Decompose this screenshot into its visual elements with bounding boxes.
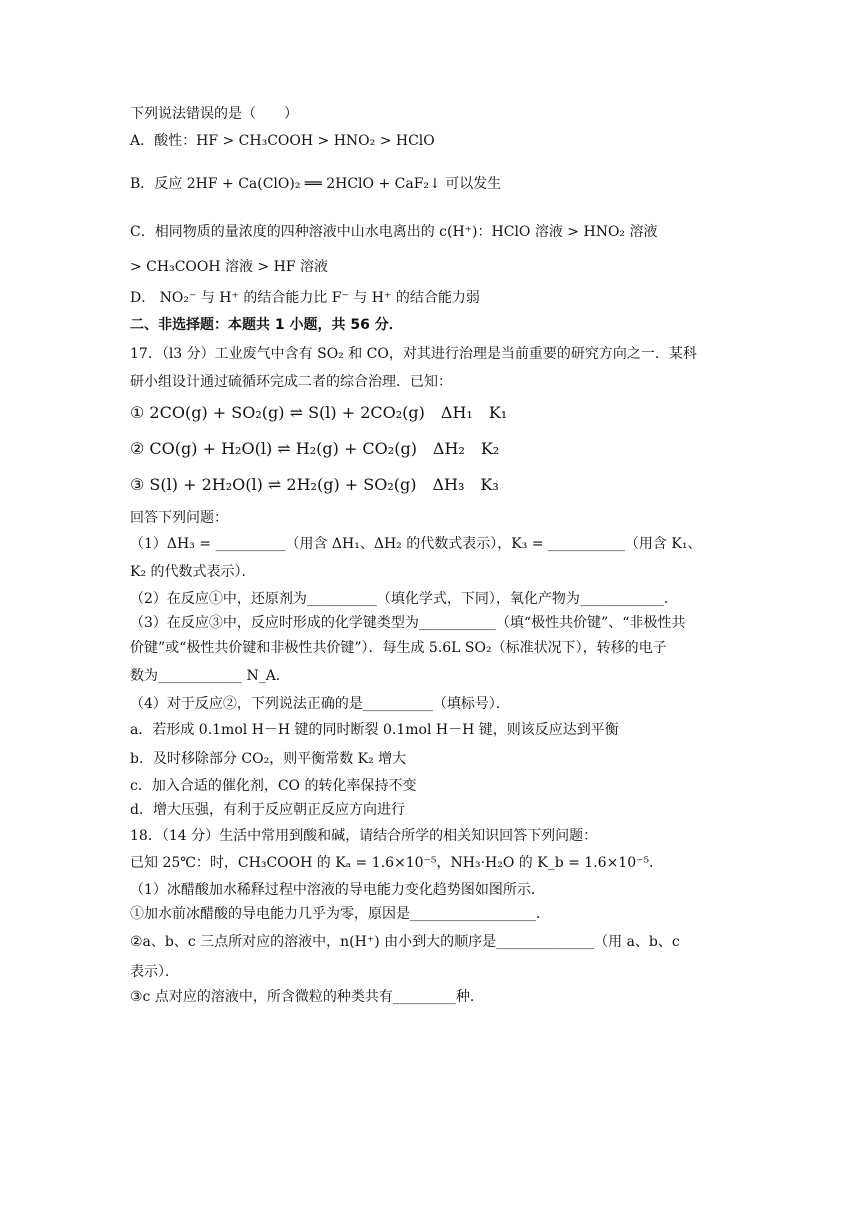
reaction-2: ② CO(g) + H₂O(l) ⇌ H₂(g) + CO₂(g) ΔH₂ K₂ — [130, 439, 500, 458]
option-d: D． NO₂⁻ 与 H⁺ 的结合能力比 F⁻ 与 H⁺ 的结合能力弱 — [130, 290, 480, 306]
q17-part3-line-2: 价键”或“极性共价键和非极性共价键”）．每生成 5.6L SO₂（标准状况下），转移的电子 — [130, 640, 667, 656]
q17-part4: （4）对于反应②，下列说法正确的是__________（填标号）． — [130, 696, 510, 712]
q17-intro-line-1: 17．（l3 分）工业废气中含有 SO₂ 和 CO，对其进行治理是当前重要的研究方向之一．某科 — [130, 346, 697, 362]
reaction-1: ① 2CO(g) + SO₂(g) ⇌ S(l) + 2CO₂(g) ΔH₁ K₁ — [130, 403, 508, 422]
q18-known: 已知 25℃：时，CH₃COOH 的 Kₐ = 1.6×10⁻⁵，NH₃·H₂O 的 K_b = 1.6×10⁻⁵． — [130, 855, 664, 871]
q17-part3-line-1: （3）在反应③中，反应时形成的化学键类型为___________（填“极性共价键”、“非极性共 — [130, 615, 686, 631]
option-c-line-1: C．相同物质的量浓度的四种溶液中山水电离出的 c(H⁺)：HClO 溶液 > HNO₂ 溶液 — [130, 224, 658, 240]
option-a: A．酸性：HF > CH₃COOH > HNO₂ > HClO — [130, 133, 435, 149]
q18-intro: 18．（14 分）生活中常用到酸和碱，请结合所学的相关知识回答下列问题： — [130, 828, 598, 844]
option-b: B．反应 2HF + Ca(ClO)₂ ══ 2HClO + CaF₂↓ 可以发生 — [130, 176, 502, 192]
answer-prompt: 回答下列问题： — [130, 510, 228, 526]
q18-part1-intro: （1）冰醋酸加水稀释过程中溶液的导电能力变化趋势图如图所示． — [130, 882, 545, 898]
question-stem: 下列说法错误的是（ ） — [130, 106, 298, 122]
section-heading: 二、非选择题：本题共 1 小题，共 56 分． — [130, 317, 403, 333]
q17-part1-line-2: K₂ 的代数式表示）． — [130, 564, 256, 580]
q17-part3-line-3: 数为____________ N_A． — [130, 668, 290, 684]
q17-part1-line-1: （1）ΔH₃ = __________（用含 ΔH₁、ΔH₂ 的代数式表示），K₃ = ___________（用含 K₁、 — [130, 536, 702, 552]
q17-part2: （2）在反应①中，还原剂为__________（填化学式，下同），氧化产物为____________． — [130, 591, 678, 607]
q18-part1-sub3: ③c 点对应的溶液中，所含微粒的种类共有_________种． — [130, 989, 484, 1005]
q17-part4-option-d: d．增大压强，有利于反应朝正反应方向进行 — [130, 802, 405, 818]
q17-intro-line-2: 研小组设计通过硫循环完成二者的综合治理．已知： — [130, 374, 452, 390]
q17-part4-option-b: b．及时移除部分 CO₂，则平衡常数 K₂ 增大 — [130, 751, 407, 767]
q17-part4-option-a: a．若形成 0.1mol H－H 键的同时断裂 0.1mol H－H 键，则该反应达到平衡 — [130, 722, 619, 738]
q18-part1-sub2-line-1: ②a、b、c 三点所对应的溶液中，n(H⁺) 由小到大的顺序是______________（用 a、b、c — [130, 934, 680, 950]
q18-part1-sub1: ①加水前冰醋酸的导电能力几乎为零，原因是__________________． — [130, 906, 550, 922]
q18-part1-sub2-line-2: 表示）． — [130, 964, 179, 980]
reaction-3: ③ S(l) + 2H₂O(l) ⇌ 2H₂(g) + SO₂(g) ΔH₃ K₃ — [130, 475, 499, 494]
option-c-line-2: > CH₃COOH 溶液 > HF 溶液 — [130, 259, 329, 275]
q17-part4-option-c: c．加入合适的催化剂，CO 的转化率保持不变 — [130, 778, 417, 794]
